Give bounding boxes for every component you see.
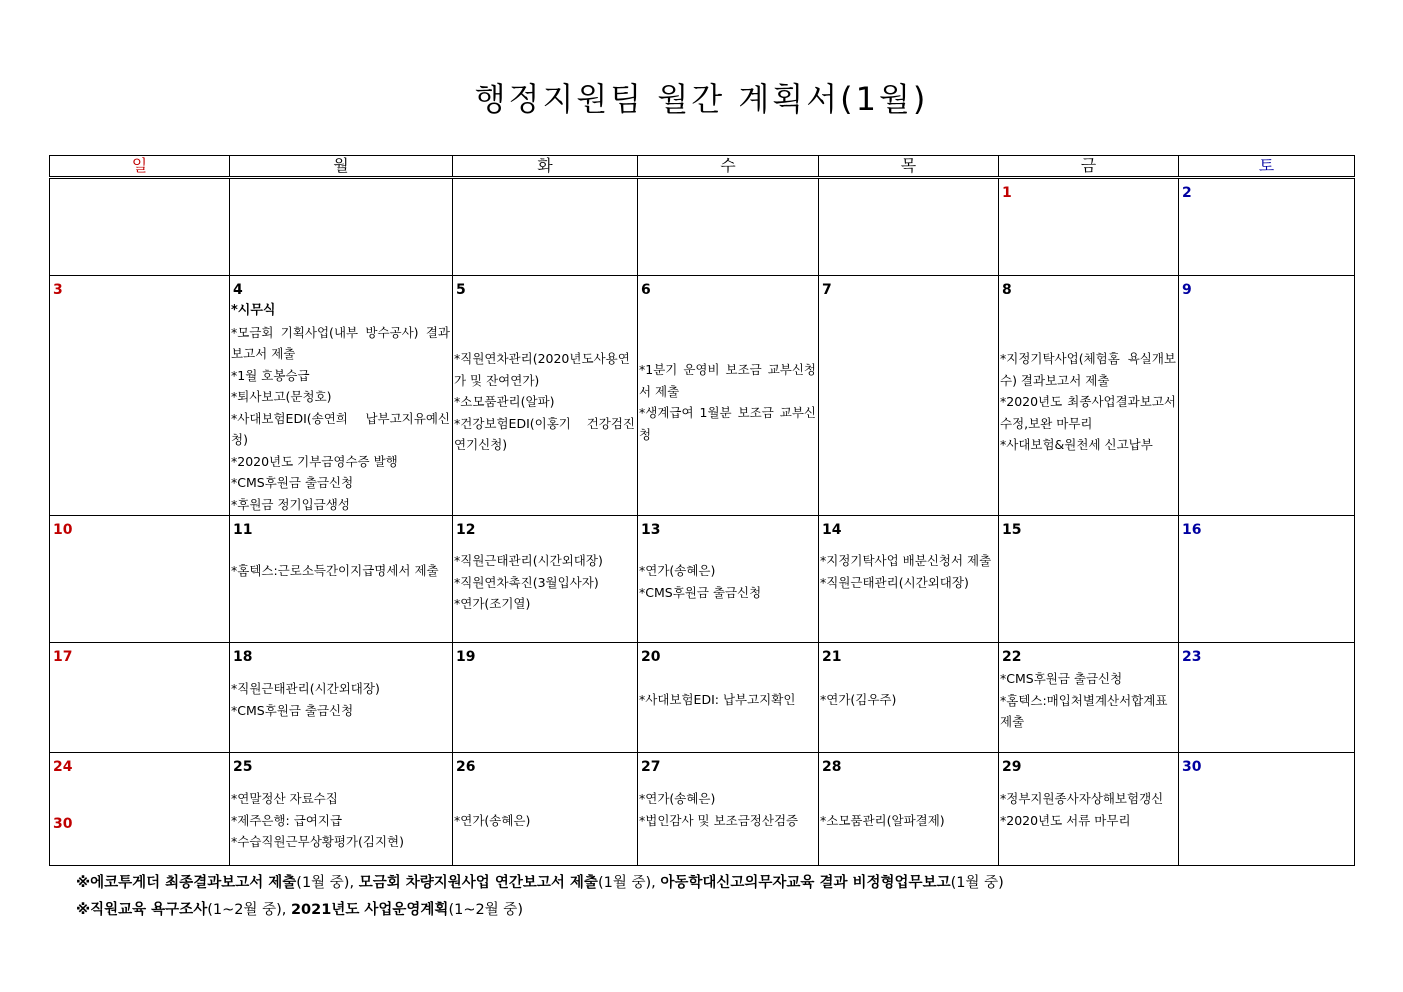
- event-item: *2020년도 최종사업결과보고서 수정,보완 마무리: [1000, 394, 1176, 431]
- event-list: [454, 348, 635, 456]
- day-number: 26: [456, 759, 476, 775]
- event-list: [820, 810, 996, 832]
- day-number: 17: [53, 649, 73, 665]
- event-item: *직원연차촉진(3월입사자): [454, 574, 599, 590]
- day-number: 20: [641, 649, 661, 665]
- note-item: 2021년도 사업운영계획: [290, 902, 449, 918]
- event-list: [454, 550, 635, 615]
- event-item: *정부지원종사자상해보험갱신: [1000, 791, 1164, 806]
- day-number: 29: [1002, 759, 1022, 775]
- event-item: *사대보험&원천세 신고납부: [1000, 437, 1153, 452]
- day-cell-wed: [638, 516, 819, 643]
- event-item: *2020년도 서류 마무리: [1000, 812, 1131, 828]
- week-row: [50, 643, 1355, 753]
- event-item: *CMS후원금 출금신청: [231, 702, 354, 718]
- day-number: 6: [641, 282, 651, 298]
- event-item: *홈텍스:근로소득간이지급명세서 제출: [231, 563, 439, 578]
- weekday-mon: 월: [230, 156, 453, 178]
- day-cell-tue: [453, 643, 638, 753]
- day-number: 23: [1182, 649, 1202, 665]
- event-list: [231, 788, 450, 853]
- day-cell-wed: [638, 753, 819, 866]
- note-line-2: [76, 898, 523, 919]
- weekday-fri: 금: [999, 156, 1179, 178]
- event-item: *지정기탁사업(체험홈 욕실개보수) 결과보고서 제출: [1000, 351, 1176, 388]
- event-list: [231, 678, 450, 721]
- note-item: ※에코투게더 최종결과보고서 제출: [76, 875, 297, 891]
- event-list: [231, 300, 450, 515]
- day-cell-wed: [638, 178, 819, 276]
- event-item: *직원근태관리(시간외대장): [231, 681, 380, 696]
- day-number: 11: [233, 522, 253, 538]
- day-cell-sat: [1179, 643, 1355, 753]
- event-item: *지정기탁사업 배분신청서 제출: [820, 553, 992, 568]
- day-number: 25: [233, 759, 253, 775]
- day-cell-thu: [819, 753, 999, 866]
- day-number: 16: [1182, 522, 1202, 538]
- week-row: [50, 178, 1355, 276]
- event-list: [639, 689, 816, 711]
- day-number: 5: [456, 282, 466, 298]
- event-list: [639, 560, 816, 603]
- event-item: *연가(조기열): [454, 596, 531, 611]
- day-number: 28: [822, 759, 842, 775]
- weekday-tue: 화: [453, 156, 638, 178]
- day-cell-mon: [230, 753, 453, 866]
- event-list: [639, 359, 816, 445]
- day-number: 24: [53, 759, 73, 775]
- event-item: *수습직원근무상황평가(김지현): [231, 834, 404, 849]
- day-cell-thu: [819, 516, 999, 643]
- event-item: *모금회 기획사업(내부 방수공사) 결과보고서 제출: [231, 324, 450, 361]
- day-cell-wed: [638, 276, 819, 516]
- day-cell-wed: [638, 643, 819, 753]
- event-item: *시무식: [231, 303, 276, 318]
- event-list: [1000, 668, 1176, 733]
- day-number: 22: [1002, 649, 1022, 665]
- day-number: 19: [456, 649, 476, 665]
- day-number: 4: [233, 282, 243, 298]
- event-item: *퇴사보고(문청호): [231, 389, 332, 404]
- note-item: 아동학대신고의무자교육 결과 비정형업무보고: [660, 875, 951, 891]
- event-item: *홈텍스:매입처별계산서합계표 제출: [1000, 692, 1168, 729]
- day-cell-thu: [819, 178, 999, 276]
- day-cell-sat: [1179, 516, 1355, 643]
- event-item: *연가(송혜은): [639, 791, 716, 806]
- day-cell-thu: [819, 643, 999, 753]
- day-cell-sat: [1179, 276, 1355, 516]
- calendar-table: [49, 155, 1355, 866]
- day-number: 7: [822, 282, 832, 298]
- day-number: 18: [233, 649, 253, 665]
- weekday-sun: 일: [50, 156, 230, 178]
- weekday-thu: 목: [819, 156, 999, 178]
- week-row: [50, 276, 1355, 516]
- day-number: 13: [641, 522, 661, 538]
- day-cell-fri: [999, 753, 1179, 866]
- day-number: 15: [1002, 522, 1022, 538]
- day-cell-sun: [50, 516, 230, 643]
- event-item: *제주은행: 급여지급: [231, 812, 343, 828]
- event-list: [820, 689, 996, 711]
- event-item: *법인감사 및 보조금정산검증: [639, 812, 799, 828]
- event-list: [454, 810, 635, 832]
- event-item: *연가(송혜은): [639, 563, 716, 578]
- event-list: [639, 788, 816, 831]
- day-number: 12: [456, 522, 476, 538]
- event-list: [231, 560, 450, 582]
- event-list: [1000, 348, 1176, 456]
- event-item: *CMS후원금 출금신청: [1000, 671, 1123, 686]
- event-item: *1월 호봉승급: [231, 367, 310, 383]
- event-item: *직원근태관리(시간외대장): [454, 553, 603, 568]
- weekday-wed: 수: [638, 156, 819, 178]
- event-item: *후원금 정기입금생성: [231, 496, 350, 512]
- day-number: 14: [822, 522, 842, 538]
- day-number: 9: [1182, 282, 1192, 298]
- day-number: 10: [53, 522, 73, 538]
- event-item: *연가(송혜은): [454, 813, 531, 828]
- event-item: *직원연차관리(2020년도사용연가 및 잔여연가): [454, 351, 630, 388]
- day-cell-sat: [1179, 178, 1355, 276]
- note-item: ※직원교육 욕구조사: [76, 902, 208, 918]
- day-number: 21: [822, 649, 842, 665]
- note-period: (1~2월 중),: [207, 902, 291, 918]
- note-item: 모금회 차량지원사업 연간보고서 제출: [358, 875, 598, 891]
- day-cell-tue: [453, 753, 638, 866]
- event-list: [820, 550, 996, 593]
- event-item: *CMS후원금 출금신청: [231, 475, 354, 490]
- day-number: 2: [1182, 185, 1192, 201]
- note-period: (1월 중): [950, 875, 1004, 891]
- day-number: 1: [1002, 185, 1012, 201]
- day-cell-tue: [453, 516, 638, 643]
- day-cell-fri: [999, 276, 1179, 516]
- event-item: *2020년도 기부금영수증 발행: [231, 453, 398, 469]
- day-cell-mon: [230, 178, 453, 276]
- day-cell-sun: [50, 753, 230, 866]
- day-cell-tue: [453, 178, 638, 276]
- day-number-secondary: 30: [53, 816, 73, 832]
- event-item: *소모품관리(알파): [454, 394, 555, 409]
- day-number: 3: [53, 282, 63, 298]
- day-number: 30: [1182, 759, 1202, 775]
- day-cell-fri: [999, 178, 1179, 276]
- event-list: [1000, 788, 1176, 831]
- day-cell-sun: [50, 178, 230, 276]
- day-cell-thu: [819, 276, 999, 516]
- day-cell-sun: [50, 643, 230, 753]
- note-period: (1월 중),: [296, 875, 359, 891]
- weekday-header-row: [50, 156, 1355, 178]
- day-cell-fri: [999, 643, 1179, 753]
- event-item: *사대보험EDI: 납부고지확인: [639, 692, 796, 707]
- day-cell-mon: [230, 516, 453, 643]
- weekday-sat: 토: [1179, 156, 1355, 178]
- day-number: 27: [641, 759, 661, 775]
- event-item: *연가(김우주): [820, 692, 897, 707]
- day-cell-sun: [50, 276, 230, 516]
- event-item: *생계급여 1월분 보조금 교부신청: [639, 405, 816, 442]
- note-line-1: [76, 871, 1004, 892]
- event-item: *소모품관리(알파결제): [820, 813, 945, 828]
- day-cell-tue: [453, 276, 638, 516]
- day-cell-sat: [1179, 753, 1355, 866]
- event-item: *건강보험EDI(이홍기 건강검진연기신청): [454, 415, 635, 452]
- event-item: *CMS후원금 출금신청: [639, 584, 762, 600]
- event-item: *1분기 운영비 보조금 교부신청서 제출: [639, 362, 816, 399]
- day-cell-mon: [230, 643, 453, 753]
- week-row: [50, 516, 1355, 643]
- note-period: (1월 중),: [597, 875, 661, 891]
- event-item: *사대보험EDI(송연희 납부고지유예신청): [231, 410, 450, 447]
- note-period: (1~2월 중): [448, 902, 523, 918]
- week-row: [50, 753, 1355, 866]
- day-cell-fri: [999, 516, 1179, 643]
- day-number: 8: [1002, 282, 1012, 298]
- day-cell-mon: [230, 276, 453, 516]
- page-title: 행정지원팀 월간 계획서(1월): [474, 80, 929, 118]
- event-item: *연말정산 자료수집: [231, 791, 338, 806]
- event-item: *직원근태관리(시간외대장): [820, 574, 969, 590]
